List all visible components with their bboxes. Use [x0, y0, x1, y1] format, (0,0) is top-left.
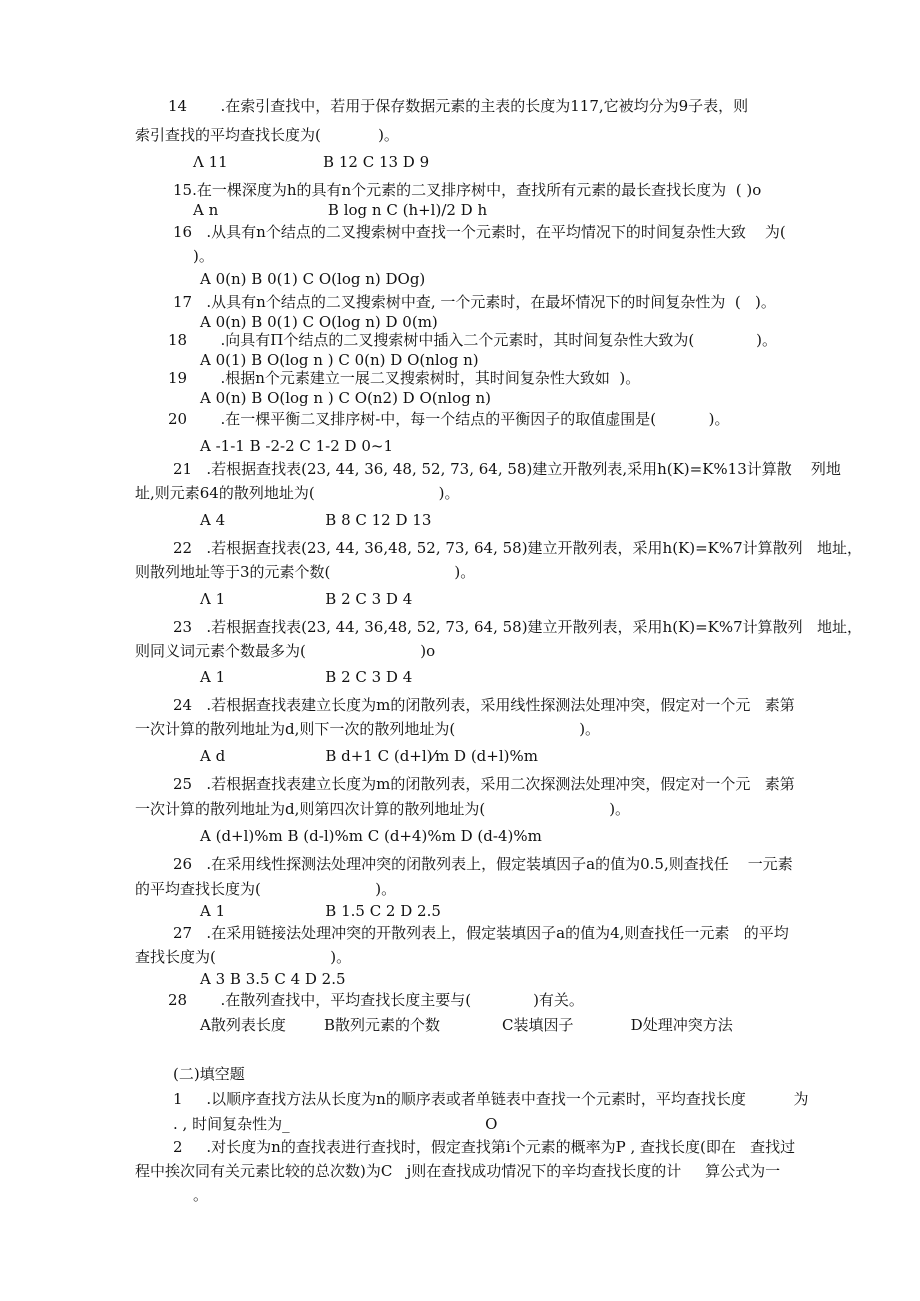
text-line-q21a: 21 .若根据查找表(23, 44, 36, 48, 52, 73, 64, 58)建立开散列表,采用h(K)=K%13计算散 列地 [173, 460, 841, 478]
text-line-q22a: 22 .若根据查找表(23, 44, 36,48, 52, 73, 64, 58)建立开散列表，采用h(K)=K%7计算散列 地址， [173, 539, 862, 557]
text-line-f2c: 。 [193, 1186, 209, 1204]
text-line-q22o: Λ 1 B 2 C 3 D 4 [200, 590, 413, 608]
text-line-f1b: . , 时间复杂性为_ O [173, 1115, 498, 1133]
text-line-q18o: A 0(1) B O(log n ) C 0(n) D O(nlog n) [200, 351, 479, 369]
text-line-q28o: A散列表长度 B散列元素的个数 C装填因子 D处理冲突方法 [200, 1016, 733, 1034]
text-line-q23o: A 1 B 2 C 3 D 4 [200, 668, 413, 686]
text-line-q27o: A 3 B 3.5 C 4 D 2.5 [200, 970, 346, 988]
text-line-q26a: 26 .在采用线性探测法处理冲突的闭散列表上，假定装填因子a的值为0.5,则查找任 一元素 [173, 855, 793, 873]
text-line-q16b: )。 [193, 247, 214, 265]
text-line-q18a: 18 .向具有Π个结点的二叉搜索树中插入二个元素时，其时间复杂性大致为( )。 [168, 331, 778, 349]
text-line-q23b: 则同义词元素个数最多为( )o [135, 642, 436, 660]
text-line-q16a: 16 .从具有n个结点的二叉搜索树中查找一个元素时，在平均情况下的时间复杂性大致 为( [173, 223, 786, 241]
text-line-q17a: 17 .从具有n个结点的二叉搜索树中查, 一个元素时，在最坏情况下的时间复杂性为 ( )。 [173, 293, 776, 311]
text-line-q19o: A 0(n) B O(log n ) C O(n2) D O(nlog n) [200, 389, 491, 407]
text-line-q27a: 27 .在采用链接法处理冲突的开散列表上，假定装填因子a的值为4,则查找任一元素 的平均 [173, 924, 789, 942]
text-line-q16o: A 0(n) B 0(1) C O(log n) DOg) [200, 270, 426, 288]
text-line-q26b: 的平均查找长度为( )。 [135, 880, 397, 898]
text-line-q24b: 一次计算的散列地址为d,则下一次的散列地址为( )。 [135, 720, 601, 738]
text-line-f2a: 2 .对长度为n的查找表进行查找时，假定查找第i个元素的概率为P , 查找长度(即在 查找过 [173, 1138, 796, 1156]
text-line-q24a: 24 .若根据查找表建立长度为m的闭散列表，采用线性探测法处理冲突，假定对一个元 素第 [173, 696, 795, 714]
text-line-q26o: A 1 B 1.5 C 2 D 2.5 [200, 902, 441, 920]
text-line-q25b: 一次计算的散列地址为d,则第四次计算的散列地址为( )。 [135, 800, 631, 818]
text-line-q28a: 28 .在散列查找中，平均查找长度主要与( )有关。 [168, 991, 584, 1009]
text-line-q24o: A d B d+1 C (d+l)⁄m D (d+l)%m [200, 747, 538, 765]
text-line-q15a: 15.在一棵深度为h的具有n个元素的二叉排序树中，查找所有元素的最长查找长度为 ( )o [173, 181, 762, 199]
text-line-q21o: A 4 B 8 C 12 D 13 [200, 511, 432, 529]
text-line-q15o: A n B log n C (h+l)/2 D h [193, 201, 488, 219]
text-line-q22b: 则散列地址等于3的元素个数( )。 [135, 563, 476, 581]
text-line-q20o: A -1-1 B -2-2 C 1-2 D 0~1 [200, 437, 393, 455]
text-line-q25o: A (d+l)%m B (d-l)%m C (d+4)%m D (d-4)%m [200, 827, 542, 845]
text-line-q21b: 址,则元素64的散列地址为( )。 [135, 484, 460, 502]
text-line-q25a: 25 .若根据查找表建立长度为m的闭散列表，采用二次探测法处理冲突，假定对一个元 素第 [173, 775, 795, 793]
text-line-q23a: 23 .若根据查找表(23, 44, 36,48, 52, 73, 64, 58)建立开散列表，采用h(K)=K%7计算散列 地址， [173, 618, 862, 636]
text-line-sec2: (二)填空题 [173, 1065, 245, 1083]
text-line-f2b: 程中挨次同有关元素比较的总次数)为C j则在查找成功情况下的辛均查找长度的计 算公式为一 [135, 1162, 781, 1180]
text-line-q14a: 14 .在索引查找中，若用于保存数据元素的主表的长度为117,它被均分为9子表，则 [168, 97, 749, 115]
text-line-f1a: 1 .以顺序查找方法从长度为n的顺序表或者单链表中查找一个元素时，平均查找长度 为 [173, 1090, 809, 1108]
text-line-q19a: 19 .根据n个元素建立一展二叉搜索树时，其时间复杂性大致如 )。 [168, 369, 641, 387]
text-line-q17o: A 0(n) B 0(1) C O(log n) D 0(m) [200, 313, 438, 331]
text-line-q14b: 索引查找的平均查找长度为( )。 [135, 126, 399, 144]
text-line-q20a: 20 .在一棵平衡二叉排序树-中，每一个结点的平衡因子的取值虚围是( )。 [168, 410, 730, 428]
text-line-q27b: 查找长度为( )。 [135, 948, 352, 966]
text-line-q14o: Λ 11 B 12 C 13 D 9 [193, 153, 430, 171]
